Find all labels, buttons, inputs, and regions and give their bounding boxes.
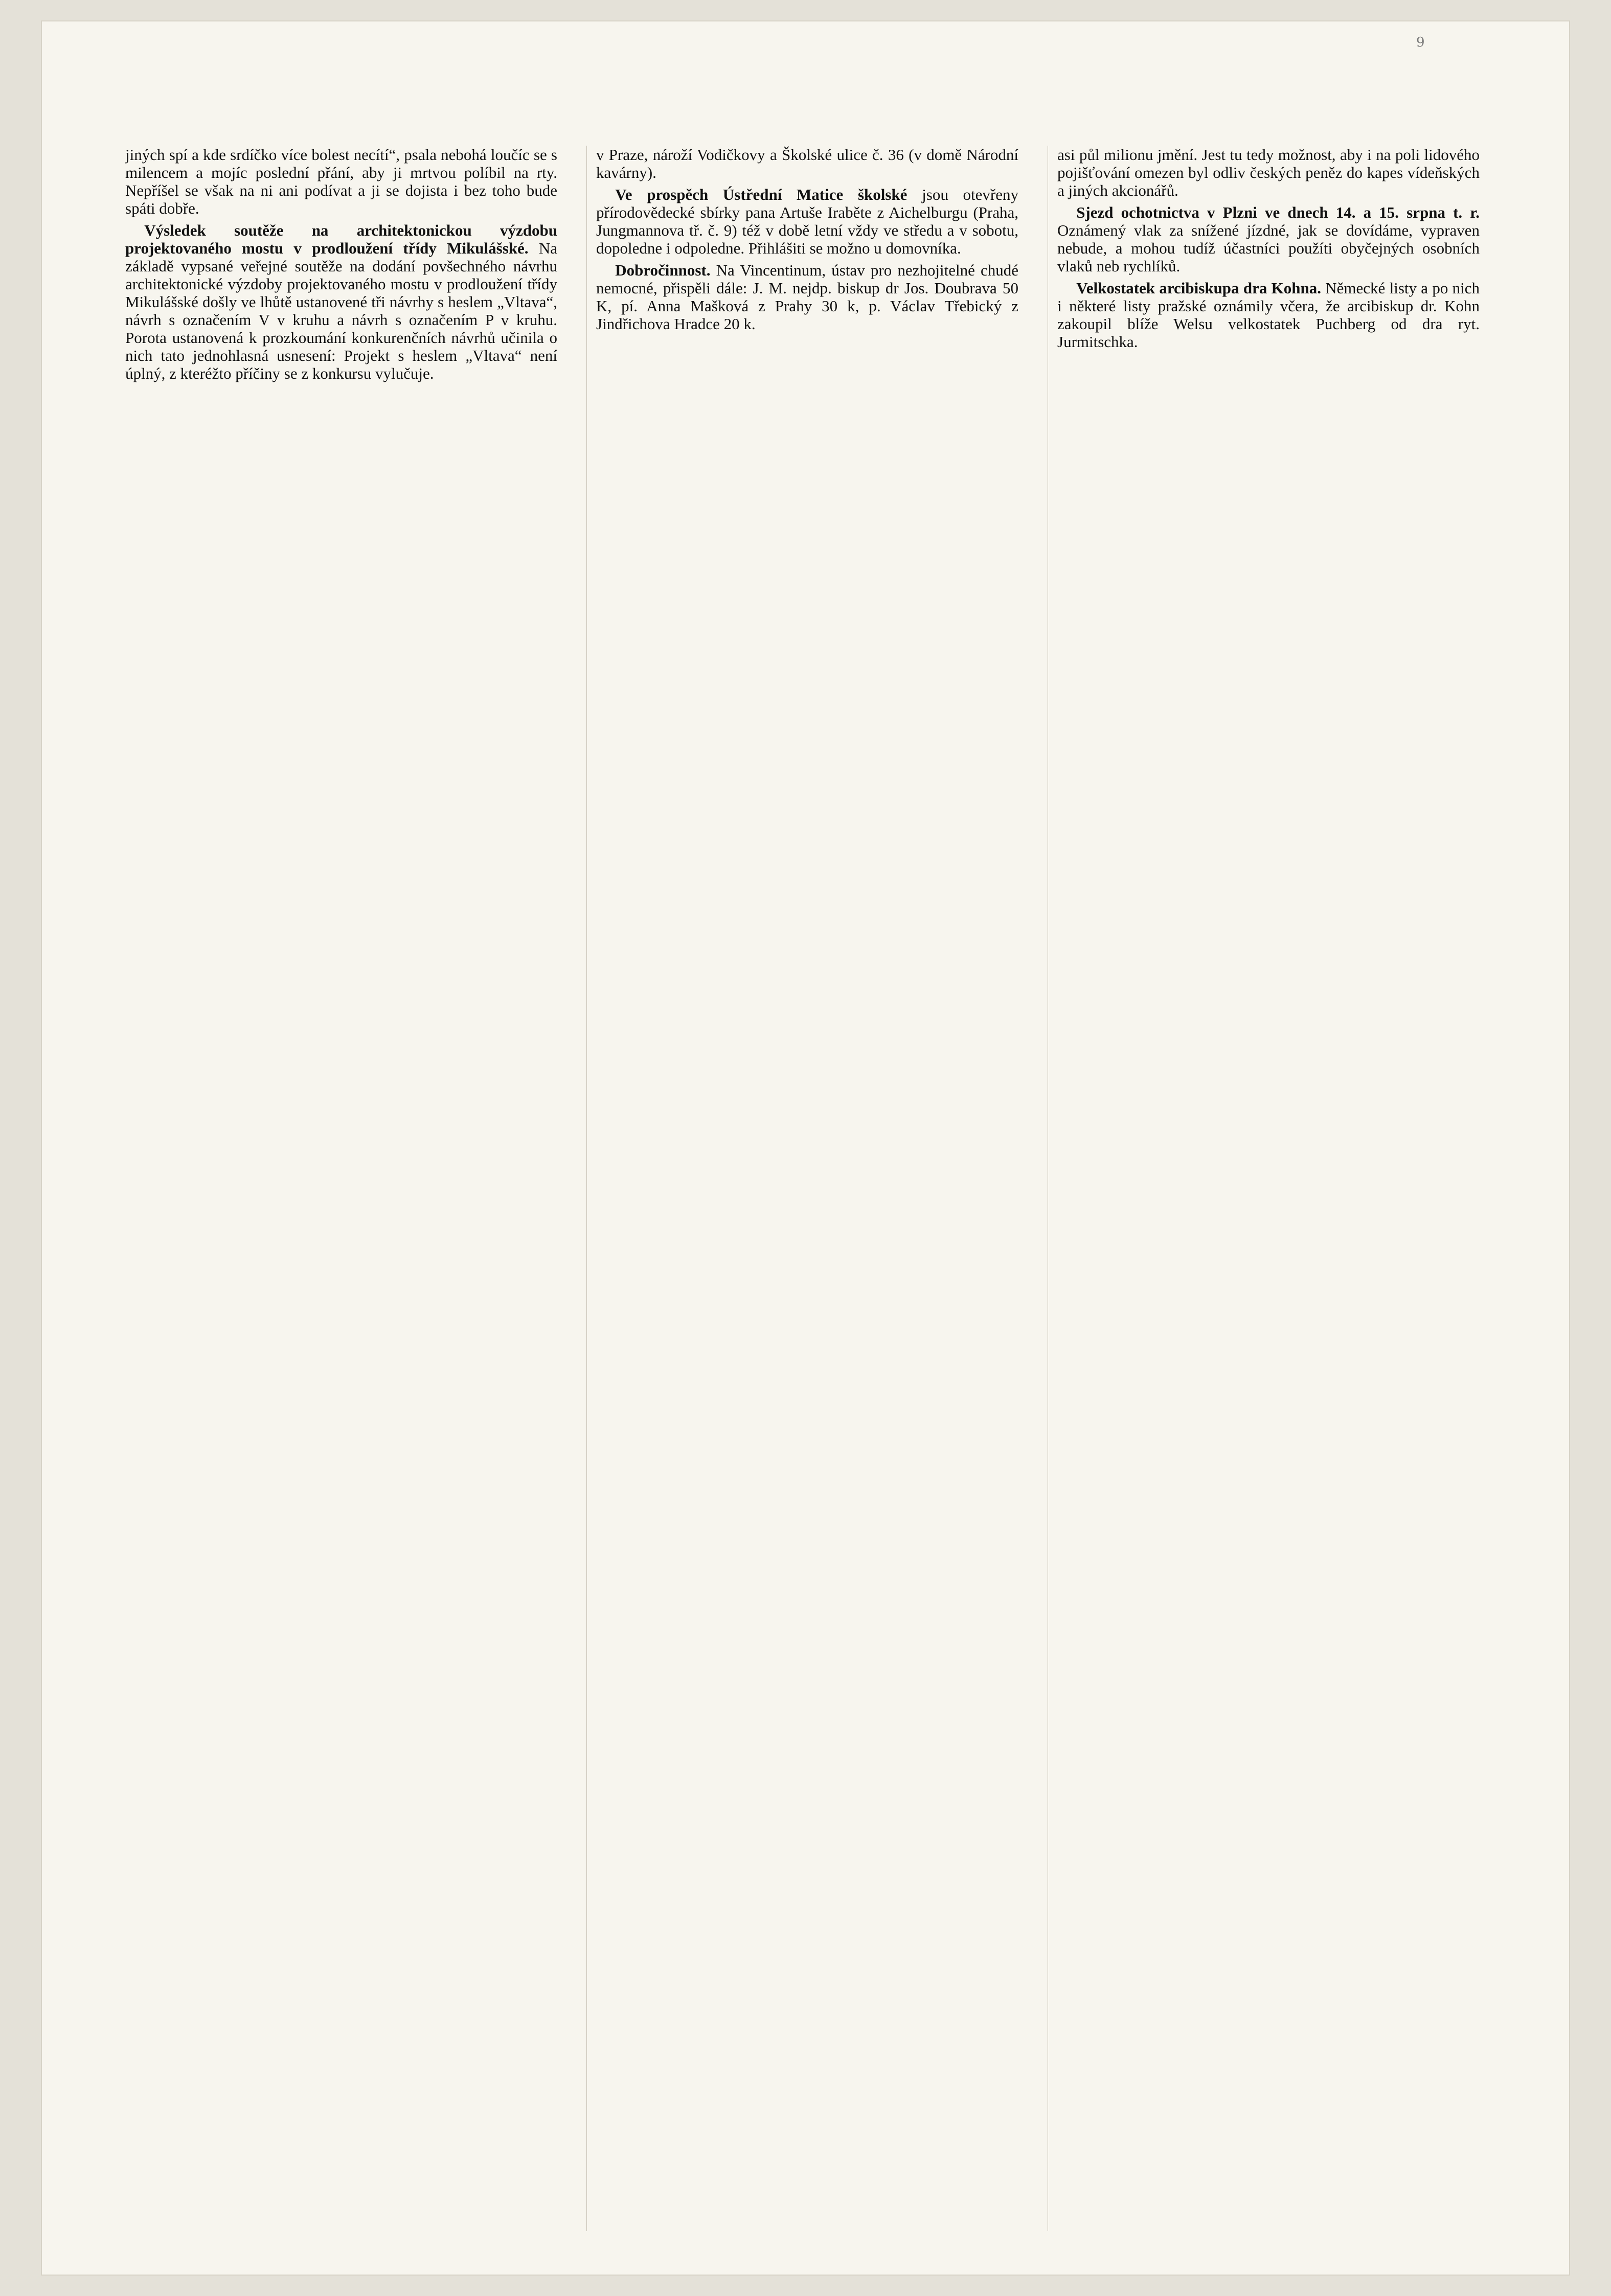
article-paragraph (1057, 203, 1480, 275)
paragraph-text: v Praze, nároží Vodičkovy a Školské ulice č. 36 (v domě Národní kavárny). (596, 146, 1018, 182)
article-paragraph (125, 146, 557, 217)
article-paragraph (1057, 279, 1480, 351)
column-2 (586, 146, 1018, 2231)
article-paragraph (1057, 146, 1480, 199)
paragraph-lead: Velkostatek arcibiskupa dra Kohna. (1076, 279, 1321, 297)
paragraph-text: jsou otevřeny přírodovědecké sbírky pana Artuše Iraběte z Aichelburgu (Praha, Jungmannova tř. č. 9) též v době letní vždy ve středu a v sobotu, dopoledne i odpoledne. Přihlášiti se možno u domovníka. (596, 186, 1018, 258)
page-number: 9 (1416, 35, 1425, 50)
article-paragraph (596, 261, 1018, 333)
column-1 (125, 146, 557, 2231)
paragraph-lead: Ve prospěch Ústřední Matice školské (615, 186, 907, 204)
paragraph-lead: Dobročinnost. (615, 261, 711, 280)
paragraph-lead: Sjezd ochotnictva v Plzni ve dnech 14. a 15. srpna t. r. (1076, 203, 1480, 222)
article-paragraph (596, 146, 1018, 181)
paragraph-text: Oznámený vlak za snížené jízdné, jak se dovídáme, vypraven nebude, a mohou tudíž účastníci použíti obyčejných osobních vlaků neb rychlíků. (1057, 221, 1480, 275)
column-3 (1048, 146, 1480, 2231)
paragraph-text: jiných spí a kde srdíčko více bolest necítí“, psala nebohá loučíc se s milencem a mojíc poslední přání, aby ji mrtvou políbil na rty. Nepříšel se však na ni ani podívat a ji se dojista i bez toho bude spáti dobře. (125, 146, 557, 218)
article-paragraph (125, 221, 557, 382)
paragraph-text: Na základě vypsané veřejné soutěže na dodání povšechného návrhu architektonické výzdoby projektovaného mostu v prodloužení třídy Mikulášské došly ve lhůtě ustanovené tři návrhy s heslem „Vltava“, návrh s označením V v kruhu a návrh s označením P v kruhu. Porota ustanovená k prozkoumání konkurenčních návrhů učinila o nich tato jednohlasná usnesení: Projekt s heslem „Vltava“ není úplný, z kteréžto příčiny se z konkursu vylučuje. (125, 239, 557, 383)
paragraph-lead: Výsledek soutěže na architektonickou výzdobu projektovaného mostu v prodloužení třídy Mikulášské. (125, 221, 557, 258)
newspaper-page (41, 20, 1570, 2276)
article-columns (125, 146, 1480, 2231)
paragraph-text: Německé listy a po nich i některé listy pražské oznámily včera, že arcibiskup dr. Kohn zakoupil blíže Welsu velkostatek Puchberg od dra ryt. Jurmitschka. (1057, 279, 1480, 351)
paragraph-text: Na Vincentinum, ústav pro nezhojitelné chudé nemocné, přispěli dále: J. M. nejdp. biskup dr Jos. Doubrava 50 K, pí. Anna Mašková z Prahy 30 k, p. Václav Třebický z Jindřichova Hradce 20 k. (596, 261, 1018, 333)
paragraph-text: asi půl milionu jmění. Jest tu tedy možnost, aby i na poli lidového pojišťování omezen byl odliv českých peněz do kapes vídeňských a jiných akcionářů. (1057, 146, 1480, 200)
article-paragraph (596, 186, 1018, 257)
